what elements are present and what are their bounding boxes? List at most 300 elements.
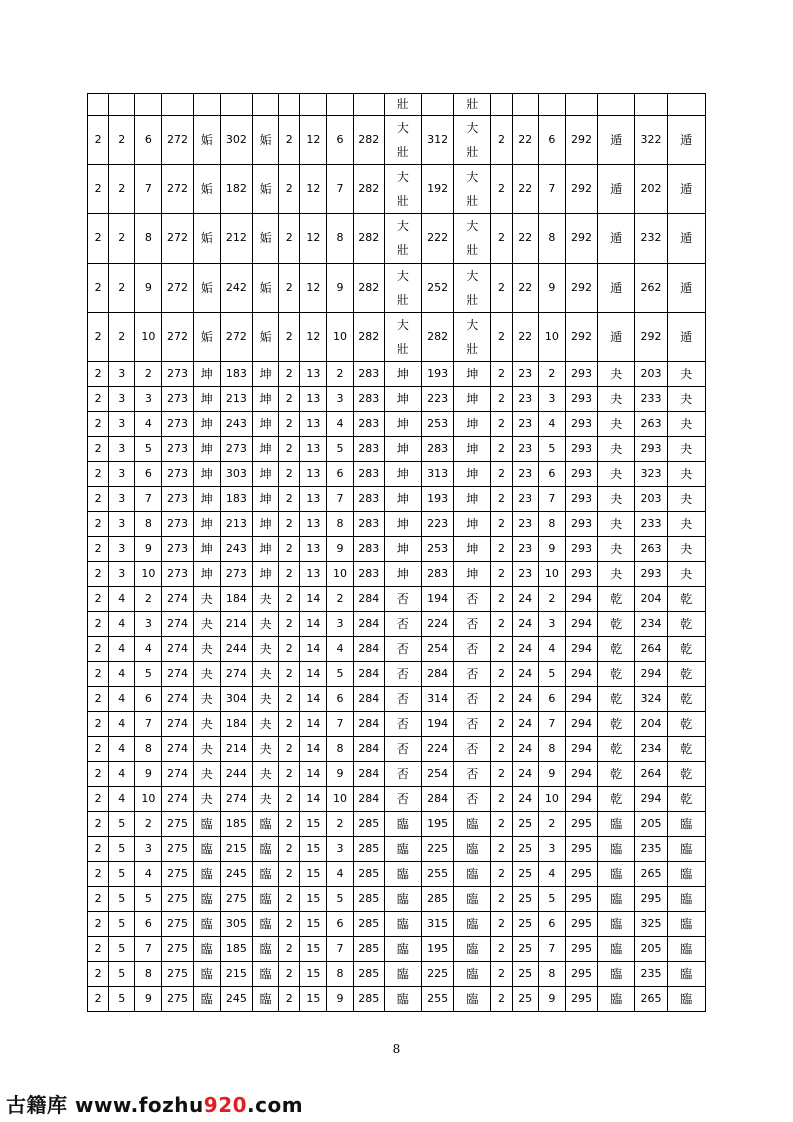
- table-cell: 8: [327, 214, 353, 263]
- hexagram-cell: 否: [384, 686, 421, 711]
- table-cell: 7: [538, 936, 565, 961]
- table-cell: 24: [512, 761, 538, 786]
- table-cell: 264: [635, 761, 667, 786]
- table-cell: 253: [422, 536, 454, 561]
- table-cell: 15: [300, 861, 327, 886]
- table-cell: 4: [109, 586, 135, 611]
- hexagram-cell: 遁: [667, 116, 705, 165]
- table-cell: 9: [135, 761, 162, 786]
- table-cell: 6: [538, 686, 565, 711]
- table-cell: 23: [512, 361, 538, 386]
- table-cell: 284: [353, 786, 384, 811]
- table-cell: 2: [279, 263, 300, 312]
- table-cell: 6: [135, 911, 162, 936]
- hexagram-cell: 臨: [454, 961, 491, 986]
- table-cell: 9: [327, 761, 353, 786]
- table-cell: 2: [491, 312, 512, 361]
- hexagram-cell: 姤: [253, 116, 279, 165]
- table-cell: 9: [327, 263, 353, 312]
- hexagram-cell: 大 壯: [384, 165, 421, 214]
- table-cell: 194: [422, 711, 454, 736]
- table-cell: 6: [538, 911, 565, 936]
- table-cell: 185: [220, 936, 252, 961]
- hexagram-cell: 坤: [454, 511, 491, 536]
- table-cell: 25: [512, 836, 538, 861]
- table-cell: 282: [353, 263, 384, 312]
- hexagram-cell: 姤: [253, 165, 279, 214]
- table-cell: 2: [279, 214, 300, 263]
- table-row: [88, 986, 706, 1011]
- table-cell: 242: [220, 263, 252, 312]
- table-cell: 4: [538, 411, 565, 436]
- table-cell: 294: [565, 661, 597, 686]
- table-cell: 233: [635, 386, 667, 411]
- data-table: [87, 93, 706, 1012]
- table-cell: 2: [88, 486, 109, 511]
- table-cell: 2: [88, 736, 109, 761]
- hexagram-cell: 臨: [193, 986, 220, 1011]
- hexagram-cell: 夬: [193, 736, 220, 761]
- table-cell: 184: [220, 586, 252, 611]
- table-cell: 272: [162, 312, 193, 361]
- table-cell: 2: [491, 511, 512, 536]
- hexagram-cell: 臨: [598, 936, 635, 961]
- table-cell: 10: [538, 786, 565, 811]
- table-cell: 3: [135, 386, 162, 411]
- table-row: [88, 711, 706, 736]
- hexagram-cell: 臨: [253, 986, 279, 1011]
- table-cell: 295: [635, 886, 667, 911]
- table-cell: 2: [279, 461, 300, 486]
- table-cell: 274: [162, 786, 193, 811]
- table-cell: 24: [512, 686, 538, 711]
- table-cell: 2: [279, 786, 300, 811]
- table-cell: 235: [635, 836, 667, 861]
- hexagram-cell: 夬: [598, 461, 635, 486]
- hexagram-cell: 夬: [193, 711, 220, 736]
- watermark: [6, 1089, 303, 1118]
- table-cell: 13: [300, 436, 327, 461]
- hexagram-cell: 臨: [454, 861, 491, 886]
- hexagram-cell: 臨: [598, 986, 635, 1011]
- table-cell: 10: [327, 786, 353, 811]
- table-cell: 23: [512, 411, 538, 436]
- hexagram-cell: 坤: [384, 411, 421, 436]
- hexagram-cell: 大 壯: [454, 165, 491, 214]
- table-cell: 322: [635, 116, 667, 165]
- table-cell: 13: [300, 461, 327, 486]
- table-cell: 2: [491, 263, 512, 312]
- hexagram-cell: 遁: [667, 312, 705, 361]
- table-cell: 292: [565, 214, 597, 263]
- hexagram-cell: 乾: [667, 786, 705, 811]
- table-cell: 2: [279, 711, 300, 736]
- hexagram-cell: 夬: [667, 486, 705, 511]
- table-cell: 2: [88, 861, 109, 886]
- table-cell: 6: [135, 116, 162, 165]
- table-cell: 275: [162, 911, 193, 936]
- table-cell: 273: [162, 511, 193, 536]
- table-cell: 293: [565, 561, 597, 586]
- table-cell: 2: [491, 461, 512, 486]
- hexagram-cell: 臨: [384, 986, 421, 1011]
- table-cell: 4: [109, 786, 135, 811]
- table-cell: 183: [220, 361, 252, 386]
- table-row: [88, 116, 706, 165]
- table-cell: 5: [135, 661, 162, 686]
- table-cell: 23: [512, 436, 538, 461]
- table-cell: 294: [565, 636, 597, 661]
- table-cell: 284: [353, 611, 384, 636]
- table-cell: 293: [565, 511, 597, 536]
- table-cell: [491, 94, 512, 116]
- table-cell: 5: [538, 886, 565, 911]
- hexagram-cell: 臨: [253, 861, 279, 886]
- table-cell: 2: [135, 811, 162, 836]
- table-cell: 292: [635, 312, 667, 361]
- table-cell: 213: [220, 386, 252, 411]
- table-cell: 4: [109, 636, 135, 661]
- table-cell: 2: [491, 436, 512, 461]
- hexagram-cell: 臨: [193, 811, 220, 836]
- hexagram-cell: 大 壯: [454, 263, 491, 312]
- table-cell: 233: [635, 511, 667, 536]
- table-cell: 275: [162, 811, 193, 836]
- table-cell: 273: [220, 436, 252, 461]
- table-cell: 2: [279, 736, 300, 761]
- table-cell: [300, 94, 327, 116]
- table-cell: 2: [88, 986, 109, 1011]
- table-cell: 23: [512, 486, 538, 511]
- table-cell: 283: [353, 561, 384, 586]
- table-cell: 292: [565, 263, 597, 312]
- table-cell: 293: [565, 411, 597, 436]
- table-cell: [220, 94, 252, 116]
- table-cell: 222: [422, 214, 454, 263]
- table-cell: 7: [538, 165, 565, 214]
- hexagram-cell: 臨: [667, 936, 705, 961]
- table-cell: 13: [300, 386, 327, 411]
- table-cell: 274: [162, 661, 193, 686]
- table-cell: 2: [279, 961, 300, 986]
- hexagram-cell: 坤: [384, 511, 421, 536]
- table-row: [88, 536, 706, 561]
- table-cell: 2: [109, 214, 135, 263]
- table-cell: 8: [327, 736, 353, 761]
- table-cell: 2: [491, 811, 512, 836]
- table-row: [88, 886, 706, 911]
- table-cell: 272: [162, 263, 193, 312]
- table-cell: 2: [88, 214, 109, 263]
- table-cell: 2: [279, 661, 300, 686]
- table-cell: 3: [109, 386, 135, 411]
- hexagram-cell: 坤: [193, 536, 220, 561]
- hexagram-cell: 夬: [667, 536, 705, 561]
- hexagram-cell: 否: [454, 636, 491, 661]
- table-row: [88, 936, 706, 961]
- table-cell: 3: [109, 361, 135, 386]
- table-cell: 12: [300, 116, 327, 165]
- table-cell: 293: [565, 361, 597, 386]
- hexagram-cell: 大 壯: [384, 263, 421, 312]
- table-cell: 2: [135, 361, 162, 386]
- hexagram-cell: 夬: [193, 686, 220, 711]
- table-cell: 3: [109, 411, 135, 436]
- hexagram-cell: 姤: [193, 214, 220, 263]
- table-cell: 2: [538, 811, 565, 836]
- table-cell: 2: [88, 711, 109, 736]
- table-cell: 283: [422, 561, 454, 586]
- hexagram-cell: 臨: [193, 911, 220, 936]
- hexagram-cell: 夬: [193, 611, 220, 636]
- table-cell: 7: [327, 486, 353, 511]
- hexagram-cell: 坤: [454, 536, 491, 561]
- table-cell: 243: [220, 411, 252, 436]
- hexagram-cell: 否: [454, 711, 491, 736]
- hexagram-cell: 臨: [667, 986, 705, 1011]
- table-cell: 224: [422, 736, 454, 761]
- table-row: [88, 386, 706, 411]
- table-cell: 2: [491, 561, 512, 586]
- table-cell: 272: [162, 165, 193, 214]
- hexagram-cell: 臨: [193, 836, 220, 861]
- table-cell: 15: [300, 836, 327, 861]
- table-cell: 24: [512, 611, 538, 636]
- hexagram-cell: 夬: [598, 361, 635, 386]
- hexagram-cell: 夬: [598, 536, 635, 561]
- table-row: [88, 511, 706, 536]
- table-cell: 10: [538, 312, 565, 361]
- table-cell: 2: [88, 461, 109, 486]
- table-cell: 22: [512, 312, 538, 361]
- table-cell: 3: [327, 386, 353, 411]
- hexagram-cell: 臨: [454, 986, 491, 1011]
- table-cell: 25: [512, 986, 538, 1011]
- table-cell: 7: [327, 711, 353, 736]
- table-cell: 294: [635, 786, 667, 811]
- table-cell: 2: [327, 586, 353, 611]
- table-row: [88, 486, 706, 511]
- table-row: [88, 214, 706, 263]
- table-cell: 22: [512, 214, 538, 263]
- table-cell: 5: [109, 886, 135, 911]
- table-cell: 2: [327, 361, 353, 386]
- table-cell: [565, 94, 597, 116]
- table-cell: 14: [300, 636, 327, 661]
- hexagram-cell: 臨: [667, 886, 705, 911]
- table-cell: 304: [220, 686, 252, 711]
- hexagram-cell: 坤: [193, 511, 220, 536]
- hexagram-cell: 否: [384, 786, 421, 811]
- hexagram-cell: 夬: [598, 561, 635, 586]
- table-cell: 9: [327, 536, 353, 561]
- table-cell: 274: [220, 786, 252, 811]
- hexagram-cell: 臨: [667, 911, 705, 936]
- table-cell: 3: [135, 836, 162, 861]
- hexagram-cell: 遁: [598, 263, 635, 312]
- table-cell: 255: [422, 861, 454, 886]
- table-cell: 212: [220, 214, 252, 263]
- table-cell: 24: [512, 736, 538, 761]
- table-cell: 10: [327, 561, 353, 586]
- hexagram-cell: 乾: [598, 711, 635, 736]
- watermark-suffix: .com: [247, 1093, 304, 1117]
- table-cell: 7: [538, 711, 565, 736]
- table-cell: 2: [491, 636, 512, 661]
- table-cell: 294: [635, 661, 667, 686]
- table-cell: 10: [135, 312, 162, 361]
- hexagram-cell: 否: [384, 661, 421, 686]
- hexagram-cell: 坤: [454, 361, 491, 386]
- hexagram-cell: 壯: [384, 94, 421, 116]
- table-cell: 302: [220, 116, 252, 165]
- hexagram-cell: 坤: [384, 561, 421, 586]
- table-cell: 244: [220, 761, 252, 786]
- table-cell: 284: [353, 711, 384, 736]
- hexagram-cell: 大 壯: [384, 116, 421, 165]
- table-cell: 2: [135, 586, 162, 611]
- table-cell: 5: [109, 961, 135, 986]
- table-cell: 13: [300, 511, 327, 536]
- table-cell: 262: [635, 263, 667, 312]
- table-row: [88, 611, 706, 636]
- hexagram-cell: 夬: [598, 486, 635, 511]
- hexagram-cell: 坤: [384, 536, 421, 561]
- table-cell: 9: [538, 263, 565, 312]
- hexagram-cell: 遁: [667, 263, 705, 312]
- hexagram-cell: 臨: [253, 811, 279, 836]
- hexagram-cell: 乾: [667, 711, 705, 736]
- table-row: [88, 361, 706, 386]
- table-cell: 3: [109, 511, 135, 536]
- watermark-prefix: 古籍库 www.fozhu: [6, 1093, 204, 1117]
- table-cell: 7: [327, 165, 353, 214]
- table-cell: 254: [422, 636, 454, 661]
- hexagram-cell: 夬: [667, 511, 705, 536]
- table-cell: 3: [109, 536, 135, 561]
- table-cell: 8: [135, 511, 162, 536]
- table-cell: 4: [327, 861, 353, 886]
- table-cell: 285: [353, 811, 384, 836]
- table-cell: 312: [422, 116, 454, 165]
- table-cell: 213: [220, 511, 252, 536]
- hexagram-cell: 乾: [667, 686, 705, 711]
- page-number: 8: [392, 1042, 401, 1056]
- watermark-number: 920: [203, 1093, 248, 1117]
- hexagram-cell: 臨: [454, 836, 491, 861]
- table-cell: 283: [353, 511, 384, 536]
- hexagram-cell: 臨: [384, 811, 421, 836]
- hexagram-cell: 姤: [193, 312, 220, 361]
- hexagram-cell: 遁: [667, 165, 705, 214]
- table-cell: 2: [491, 761, 512, 786]
- table-cell: 25: [512, 811, 538, 836]
- table-row: [88, 786, 706, 811]
- hexagram-cell: 坤: [253, 386, 279, 411]
- table-cell: 2: [279, 312, 300, 361]
- hexagram-cell: [253, 94, 279, 116]
- table-cell: 4: [135, 411, 162, 436]
- table-cell: 24: [512, 661, 538, 686]
- hexagram-cell: 大 壯: [454, 312, 491, 361]
- hexagram-cell: 夬: [667, 436, 705, 461]
- table-cell: 273: [220, 561, 252, 586]
- hexagram-cell: 坤: [253, 361, 279, 386]
- table-cell: 2: [491, 686, 512, 711]
- hexagram-cell: 否: [384, 761, 421, 786]
- hexagram-cell: 姤: [253, 312, 279, 361]
- table-cell: 292: [565, 116, 597, 165]
- table-cell: 2: [279, 986, 300, 1011]
- table-cell: 22: [512, 263, 538, 312]
- hexagram-cell: 坤: [384, 361, 421, 386]
- table-cell: 2: [88, 511, 109, 536]
- hexagram-cell: 坤: [454, 436, 491, 461]
- table-cell: 205: [635, 811, 667, 836]
- table-cell: 284: [353, 636, 384, 661]
- hexagram-cell: 否: [384, 611, 421, 636]
- table-cell: 14: [300, 711, 327, 736]
- table-cell: 24: [512, 711, 538, 736]
- table-cell: 9: [327, 986, 353, 1011]
- hexagram-cell: 夬: [598, 511, 635, 536]
- table-cell: 275: [162, 986, 193, 1011]
- hexagram-cell: 姤: [193, 263, 220, 312]
- table-cell: 274: [162, 736, 193, 761]
- table-cell: 7: [327, 936, 353, 961]
- table-cell: 4: [109, 761, 135, 786]
- table-cell: 204: [635, 586, 667, 611]
- hexagram-cell: 臨: [384, 911, 421, 936]
- table-cell: 2: [279, 611, 300, 636]
- hexagram-cell: 臨: [193, 861, 220, 886]
- table-cell: 232: [635, 214, 667, 263]
- table-cell: 2: [491, 661, 512, 686]
- hexagram-cell: 乾: [598, 736, 635, 761]
- hexagram-cell: 坤: [253, 436, 279, 461]
- table-cell: 223: [422, 511, 454, 536]
- table-cell: 23: [512, 561, 538, 586]
- table-cell: 2: [279, 116, 300, 165]
- hexagram-cell: 臨: [667, 861, 705, 886]
- table-cell: 2: [279, 511, 300, 536]
- table-cell: 223: [422, 386, 454, 411]
- table-cell: 2: [491, 411, 512, 436]
- table-cell: 2: [88, 611, 109, 636]
- table-cell: 323: [635, 461, 667, 486]
- table-cell: 4: [109, 736, 135, 761]
- table-cell: 193: [422, 486, 454, 511]
- table-cell: 2: [491, 586, 512, 611]
- hexagram-cell: 臨: [667, 836, 705, 861]
- hexagram-cell: 否: [384, 736, 421, 761]
- hexagram-cell: 姤: [193, 116, 220, 165]
- table-cell: 15: [300, 986, 327, 1011]
- table-cell: 5: [109, 911, 135, 936]
- hexagram-cell: 遁: [667, 214, 705, 263]
- table-cell: 2: [88, 761, 109, 786]
- table-cell: 2: [88, 165, 109, 214]
- table-cell: 5: [538, 661, 565, 686]
- hexagram-cell: 臨: [598, 886, 635, 911]
- hexagram-cell: 坤: [193, 361, 220, 386]
- hexagram-cell: [598, 94, 635, 116]
- table-cell: 283: [353, 461, 384, 486]
- table-cell: 8: [135, 214, 162, 263]
- table-cell: 3: [538, 836, 565, 861]
- hexagram-cell: 臨: [598, 811, 635, 836]
- table-cell: [635, 94, 667, 116]
